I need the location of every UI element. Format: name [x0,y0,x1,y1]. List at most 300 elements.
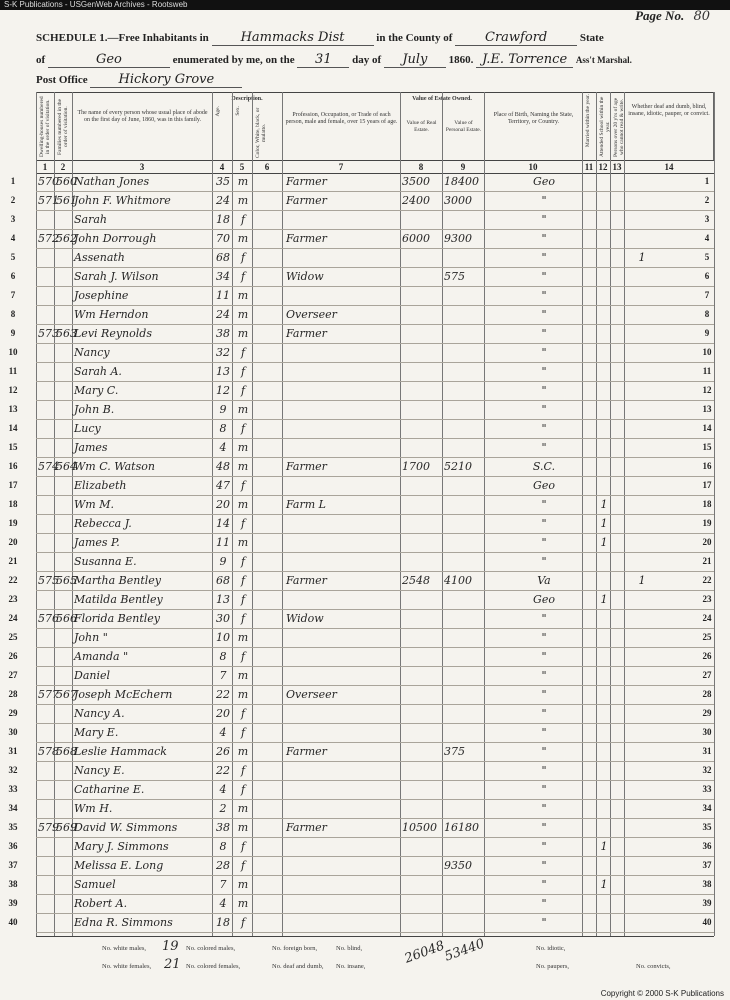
age-value: 35 [216,175,230,188]
age-value: 32 [216,346,230,359]
line-number-right: 2 [704,195,710,205]
paupers-label: No. paupers, [536,963,570,970]
birthplace-value: " [541,631,547,644]
age-value: 70 [216,232,230,245]
person-name: Daniel [74,669,111,682]
real-estate-value [402,552,442,571]
personal-estate-value [444,533,484,552]
school-mark: 1 [600,498,608,511]
col7-header: Profession, Occupation, or Trade of each person, male and female, over 15 years of age. [282,92,400,160]
real-estate-value [402,837,442,856]
age-value: 47 [216,479,230,492]
table-row [8,609,714,629]
line-number: 18 [8,499,18,509]
person-name: John B. [74,403,115,416]
sex-value: m [237,460,249,473]
family-number [56,913,72,932]
table-row [8,362,714,382]
sex-value: f [240,593,246,606]
sex-value: f [240,707,246,720]
personal-estate-value [444,704,484,723]
real-estate-value [402,856,442,875]
line-number: 16 [8,461,18,471]
dwelling-number [38,704,54,723]
occupation-value: Overseer [286,688,337,701]
schedule-label: SCHEDULE 1.—Free Inhabitants in [36,32,209,44]
occupation-value: Farmer [286,745,327,758]
table-row [10,172,714,192]
line-number-right: 25 [702,632,712,642]
cannot-read-mark [636,609,648,628]
dwelling-number [38,495,54,514]
colored-males-label: No. colored males, [186,945,236,952]
birthplace-value: " [541,612,547,625]
dwelling-number: 578 [38,745,59,758]
age-value: 9 [219,555,227,568]
cannot-read-mark [636,552,648,571]
header-line-1 [36,30,714,46]
person-name: Wm M. [74,498,114,511]
sex-value: m [237,232,249,245]
line-number: 19 [8,518,18,528]
dwelling-number [38,476,54,495]
line-number: 20 [8,537,18,547]
school-mark [598,210,610,229]
sex-value: m [237,745,249,758]
school-mark [598,457,610,476]
occupation-value [286,248,398,267]
table-row [8,780,714,800]
occupation-value [286,761,398,780]
day-label: day of [352,54,382,66]
line-number-right: 33 [702,784,712,794]
real-estate-value [402,495,442,514]
real-estate-value [402,704,442,723]
family-number [56,495,72,514]
occupation-value [286,590,398,609]
sex-value: f [240,574,246,587]
person-name: Assenath [74,251,125,264]
table-row [8,438,714,458]
post-office-label: Post Office [36,74,88,86]
school-mark [598,628,610,647]
person-name: Melissa E. Long [74,859,164,872]
person-name: Joseph McEchern [74,688,173,701]
personal-estate-value [444,362,484,381]
real-estate-value [402,362,442,381]
family-number [56,666,72,685]
page-number-value: 80 [693,9,710,24]
personal-estate-value [444,723,484,742]
personal-estate-value [444,647,484,666]
person-name: Mary C. [74,384,119,397]
personal-estate-value: 16180 [444,821,479,834]
line-number: 35 [8,822,18,832]
post-office-value: Hickory Grove [90,72,242,88]
line-number-right: 29 [702,708,712,718]
family-number: 569 [56,821,77,834]
cannot-read-mark [636,514,648,533]
personal-estate-value [444,419,484,438]
sex-value: f [240,384,246,397]
real-estate-value: 2548 [402,574,430,587]
line-number-right: 36 [702,841,712,851]
dwelling-number: 570 [38,175,59,188]
personal-estate-value [444,381,484,400]
dwelling-number [38,552,54,571]
school-mark [598,647,610,666]
page-footer-totals [36,936,714,985]
dwelling-number [38,666,54,685]
occupation-value [286,362,398,381]
table-row [8,381,714,401]
birthplace-value: " [541,403,547,416]
line-number: 9 [10,328,16,338]
sex-value: m [237,308,249,321]
personal-estate-value [444,666,484,685]
person-name: Mary E. [74,726,119,739]
cannot-read-mark [636,723,648,742]
family-number [56,286,72,305]
line-number-right: 16 [702,461,712,471]
family-number: 567 [56,688,77,701]
personal-estate-value [444,837,484,856]
dwelling-number [38,533,54,552]
colored-females-label: No. colored females, [186,963,241,970]
person-name: Lucy [74,422,101,435]
real-estate-value [402,381,442,400]
table-row [8,723,714,743]
school-mark [598,685,610,704]
age-value: 4 [219,441,227,454]
sex-value: f [240,270,246,283]
line-number-right: 34 [702,803,712,813]
occupation-value [286,666,398,685]
personal-estate-value [444,685,484,704]
line-number-right: 9 [704,328,710,338]
school-mark [598,400,610,419]
dwelling-number [38,856,54,875]
cannot-read-mark [636,476,648,495]
line-number: 34 [8,803,18,813]
family-number [56,343,72,362]
line-number: 1 [10,176,16,186]
age-value: 24 [216,194,230,207]
dwelling-number [38,875,54,894]
line-number: 24 [8,613,18,623]
line-number-right: 40 [702,917,712,927]
birthplace-value: Geo [533,175,555,188]
dwelling-number: 574 [38,460,59,473]
sex-value: m [237,441,249,454]
line-number: 37 [8,860,18,870]
occupation-value: Farmer [286,175,327,188]
real-estate-value [402,666,442,685]
col5-header: Sex. [232,104,252,160]
person-name: James P. [74,536,120,549]
of-label: of [36,54,46,66]
age-value: 4 [219,897,227,910]
sex-value: f [240,916,246,929]
dwelling-number [38,799,54,818]
table-row [8,552,714,572]
family-number: 566 [56,612,77,625]
table-row [8,343,714,363]
age-value: 18 [216,213,230,226]
real-estate-value [402,780,442,799]
table-row [8,799,714,819]
family-number: 564 [56,460,77,473]
occupation-value [286,780,398,799]
line-number: 21 [8,556,18,566]
sex-value: f [240,422,246,435]
table-row [10,305,714,325]
occupation-value [286,799,398,818]
age-value: 26 [216,745,230,758]
personal-estate-value [444,761,484,780]
line-number-right: 10 [702,347,712,357]
dwelling-number [38,362,54,381]
dwelling-number [38,267,54,286]
sex-value: f [240,783,246,796]
marshal-label: Ass't Marshal. [575,55,632,65]
personal-estate-value [444,552,484,571]
table-row [8,913,714,933]
personal-estate-value [444,210,484,229]
age-value: 9 [219,403,227,416]
occupation-value: Farmer [286,327,327,340]
col-number: 11 [584,162,594,172]
sex-value: m [237,821,249,834]
cannot-read-mark [636,191,648,210]
dwelling-number [38,837,54,856]
sex-value: m [237,403,249,416]
line-number-right: 30 [702,727,712,737]
county-label: in the County of [376,32,453,44]
cannot-read-mark [636,210,648,229]
age-value: 4 [219,726,227,739]
dwelling-number [38,438,54,457]
cannot-read-mark [636,457,648,476]
table-row [8,666,714,686]
person-name: Edna R. Simmons [74,916,173,929]
cannot-read-mark [636,324,648,343]
line-number-right: 19 [702,518,712,528]
school-mark [598,666,610,685]
real-estate-value: 2400 [402,194,430,207]
birthplace-value: " [541,422,547,435]
person-name: Levi Reynolds [74,327,152,340]
tally-personal-estate: 53440 [442,936,487,965]
line-number-right: 26 [702,651,712,661]
dwelling-number [38,894,54,913]
cannot-read-mark [636,761,648,780]
real-estate-value [402,533,442,552]
personal-estate-value [444,495,484,514]
line-number-right: 27 [702,670,712,680]
family-number [56,894,72,913]
table-row [10,210,714,230]
birthplace-value: Geo [533,593,555,606]
person-name: Martha Bentley [74,574,161,587]
age-value: 18 [216,916,230,929]
cannot-read-mark [636,400,648,419]
school-mark: 1 [600,878,608,891]
birthplace-value: Geo [533,479,555,492]
family-number [56,362,72,381]
occupation-value [286,210,398,229]
dwelling-number [38,628,54,647]
line-number-right: 13 [702,404,712,414]
age-value: 11 [216,536,230,549]
school-mark [598,343,610,362]
person-name: Leslie Hammack [74,745,167,758]
cannot-read-mark [636,742,648,761]
family-number [56,875,72,894]
age-value: 12 [216,384,230,397]
person-name: Sarah J. Wilson [74,270,159,283]
dwelling-number: 572 [38,232,59,245]
sex-value: f [240,213,246,226]
table-row [8,818,714,838]
occupation-value [286,647,398,666]
birthplace-value: " [541,821,547,834]
col6-header: Color, White, black, or mulatto. [252,104,282,160]
census-table [8,172,714,936]
person-name: Samuel [74,878,116,891]
line-number: 7 [10,290,16,300]
sex-value: f [240,726,246,739]
blind-label: No. blind, [336,945,363,952]
occupation-value [286,837,398,856]
line-number-right: 39 [702,898,712,908]
enumerated-label: enumerated by me, on the [172,54,295,66]
occupation-value [286,514,398,533]
person-name: David W. Simmons [74,821,178,834]
foreign-born-label: No. foreign born, [272,945,318,952]
line-number-right: 23 [702,594,712,604]
dwelling-number [38,761,54,780]
line-number-right: 31 [702,746,712,756]
line-number-right: 17 [702,480,712,490]
school-mark [598,913,610,932]
dwelling-number: 579 [38,821,59,834]
table-row [8,400,714,420]
marshal-value: J.E. Torrence [476,52,573,68]
personal-estate-value: 4100 [444,574,472,587]
deaf-dumb-label: No. deaf and dumb, [272,963,324,970]
line-number: 10 [8,347,18,357]
table-row [8,533,714,553]
dwelling-number [38,248,54,267]
line-number-right: 38 [702,879,712,889]
line-number-right: 7 [704,290,710,300]
personal-estate-value: 5210 [444,460,472,473]
occupation-value: Widow [286,612,324,625]
line-number-right: 35 [702,822,712,832]
table-row [8,704,714,724]
family-number: 560 [56,175,77,188]
convicts-label: No. convicts, [636,963,671,970]
occupation-value [286,723,398,742]
birthplace-value: " [541,536,547,549]
family-number [56,552,72,571]
cannot-read-mark [636,856,648,875]
line-number: 26 [8,651,18,661]
year-value: 1860. [448,54,474,66]
table-row [10,248,714,268]
age-value: 20 [216,498,230,511]
personal-estate-value [444,894,484,913]
white-males-label: No. white males, [102,945,147,952]
occupation-value [286,913,398,932]
age-value: 8 [219,422,227,435]
school-mark [598,381,610,400]
birthplace-value: " [541,251,547,264]
occupation-value [286,533,398,552]
occupation-value [286,400,398,419]
table-row [10,267,714,287]
cannot-read-mark [636,666,648,685]
birthplace-value: " [541,308,547,321]
age-value: 10 [216,631,230,644]
age-value: 7 [219,669,227,682]
line-number: 2 [10,195,16,205]
col1-header: Dwelling-houses numbered in the order of visitation. [36,92,54,160]
person-name: Robert A. [74,897,128,910]
line-number: 36 [8,841,18,851]
family-number [56,761,72,780]
dwelling-number [38,913,54,932]
col-number: 14 [664,162,674,172]
personal-estate-value: 9300 [444,232,472,245]
estate-header: Value of Estate Owned. [412,96,472,102]
occupation-value [286,438,398,457]
school-mark [598,229,610,248]
col3-header: The name of every person whose usual place of abode on the first day of June, 1860, was in this family. [72,92,212,160]
real-estate-value [402,875,442,894]
line-number-right: 24 [702,613,712,623]
line-number: 33 [8,784,18,794]
birthplace-value: " [541,688,547,701]
school-mark [598,799,610,818]
table-row [8,875,714,895]
day-value: 31 [297,52,349,68]
school-mark [598,438,610,457]
real-estate-value [402,761,442,780]
family-number [56,248,72,267]
real-estate-value [402,742,442,761]
col-number: 3 [139,162,145,172]
school-mark [598,894,610,913]
school-mark [598,172,610,191]
dwelling-number: 573 [38,327,59,340]
birthplace-value: " [541,783,547,796]
header-line-2 [36,52,714,68]
occupation-value [286,419,398,438]
school-mark [598,571,610,590]
person-name: Wm Herndon [74,308,149,321]
real-estate-value [402,248,442,267]
school-mark [598,286,610,305]
month-value: July [384,52,446,68]
birthplace-value: S.C. [532,460,556,473]
sex-value: m [237,498,249,511]
col-number: 1 [42,162,48,172]
col-number: 12 [598,162,608,172]
age-value: 68 [216,574,230,587]
age-value: 22 [216,688,230,701]
